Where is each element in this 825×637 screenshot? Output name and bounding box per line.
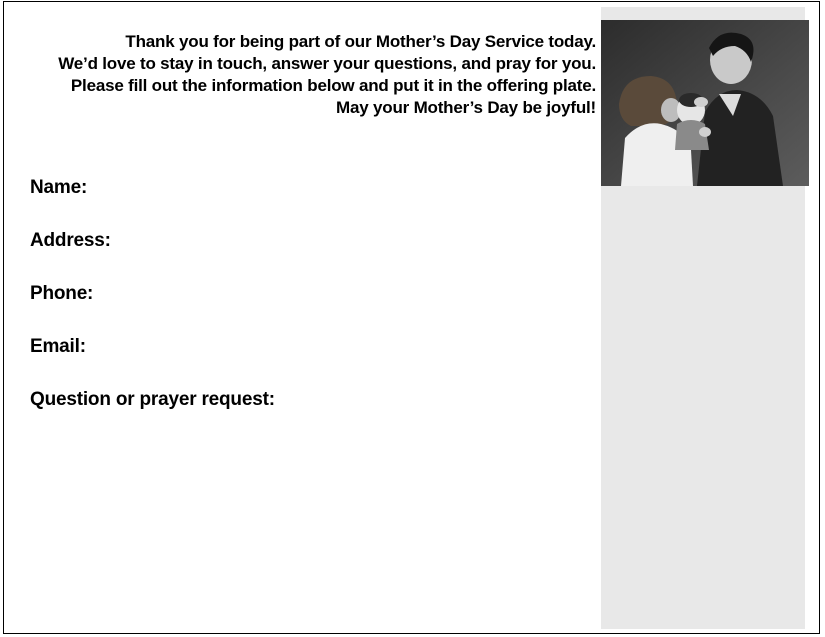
family-photo: [601, 20, 809, 186]
intro-line: Please fill out the information below and put it in the offering plate.: [70, 76, 596, 95]
intro-line: May your Mother’s Day be joyful!: [336, 98, 596, 117]
phone-field-label: Phone:: [30, 283, 94, 304]
response-card: [3, 1, 820, 634]
name-field-label: Name:: [30, 177, 88, 198]
prayer-request-field-label: Question or prayer request:: [30, 389, 275, 410]
intro-line: Thank you for being part of our Mother’s Day Service today.: [125, 32, 596, 51]
contact-form: [30, 176, 590, 441]
address-field-label: Address:: [30, 230, 111, 251]
intro-message: [24, 31, 596, 119]
intro-line: We’d love to stay in touch, answer your questions, and pray for you.: [58, 54, 596, 73]
email-field-label: Email:: [30, 336, 86, 357]
